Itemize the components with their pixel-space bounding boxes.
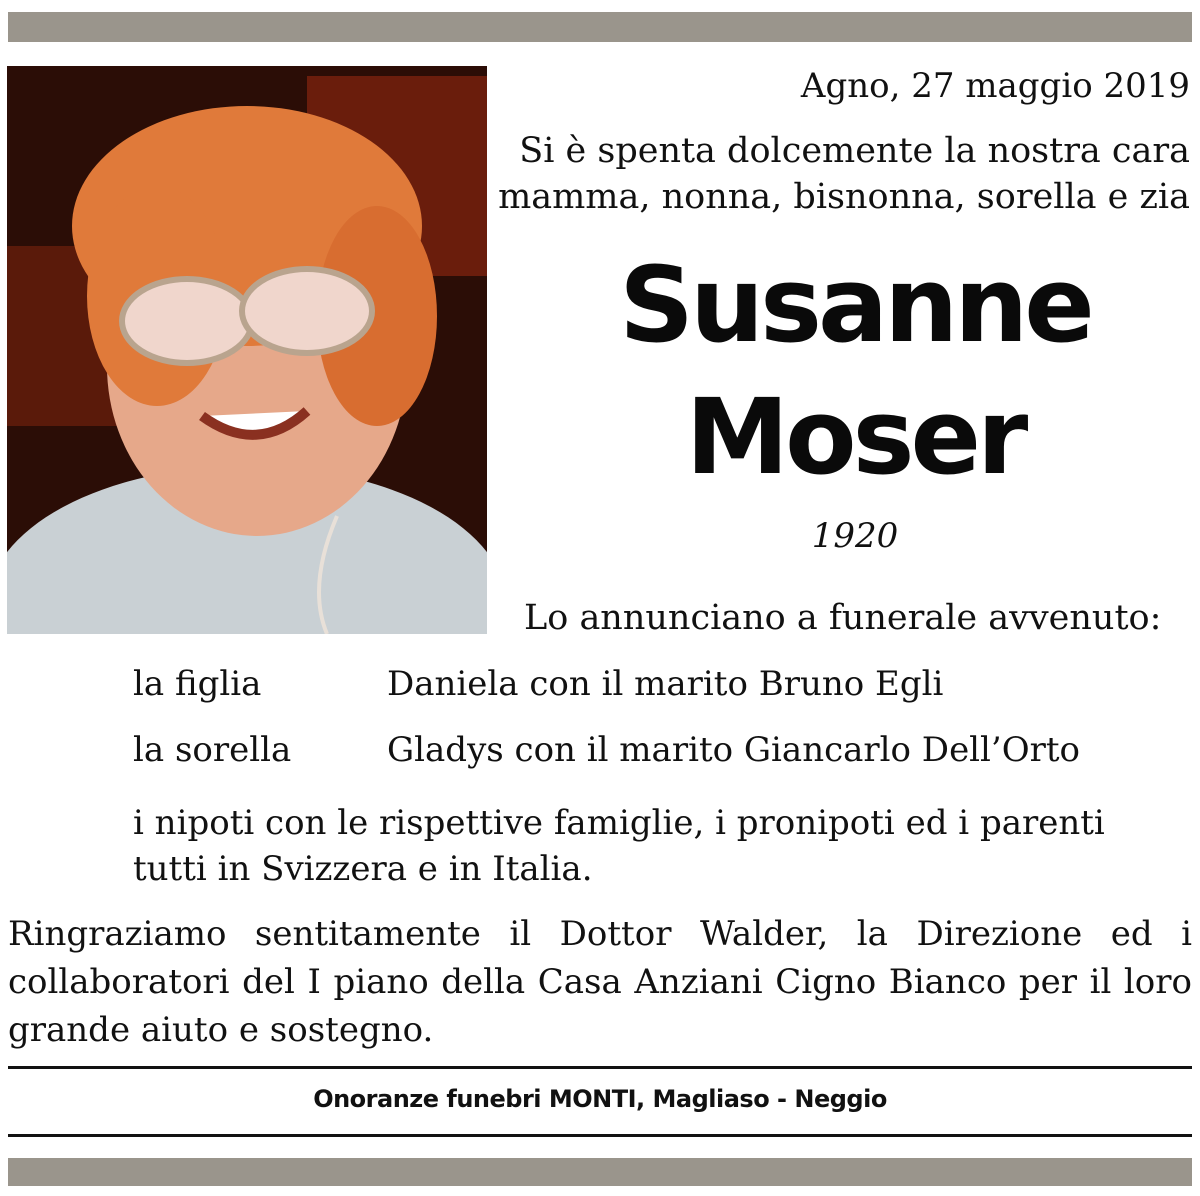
relative-names: Gladys con il marito Giancarlo Dell’Orto	[387, 730, 1080, 770]
notice-date: Agno, 27 maggio 2019	[800, 66, 1190, 106]
intro-line-1: Si è spenta dolcemente la nostra cara	[519, 131, 1190, 171]
top-decorative-bar	[8, 12, 1192, 42]
divider-line	[8, 1066, 1192, 1069]
relative-names: Daniela con il marito Bruno Egli	[387, 664, 944, 704]
deceased-last-name: Moser	[685, 376, 1025, 498]
thanks-paragraph: Ringraziamo sentitamente il Dottor Walder, la Direzione ed i collaboratori del I piano della Casa Anziani Cigno Bianco per il loro grande aiuto e sostegno.	[8, 914, 1192, 1050]
funeral-home: Onoranze funebri MONTI, Magliaso - Neggio	[313, 1085, 887, 1113]
deceased-first-name: Susanne	[619, 244, 1091, 366]
other-relatives: i nipoti con le rispettive famiglie, i pronipoti ed i parenti tutti in Svizzera e in Italia.	[133, 803, 1105, 889]
relative-relation: la figlia	[133, 664, 262, 704]
intro-line-2: mamma, nonna, bisnonna, sorella e zia	[498, 177, 1190, 217]
intro-text	[498, 128, 1190, 220]
relative-relation: la sorella	[133, 730, 292, 770]
divider-line	[8, 1134, 1192, 1137]
bottom-decorative-bar	[8, 1158, 1192, 1186]
announcement-line: Lo annunciano a funerale avvenuto:	[524, 598, 1162, 638]
birth-year: 1920	[811, 516, 899, 556]
portrait-photo	[7, 66, 487, 634]
